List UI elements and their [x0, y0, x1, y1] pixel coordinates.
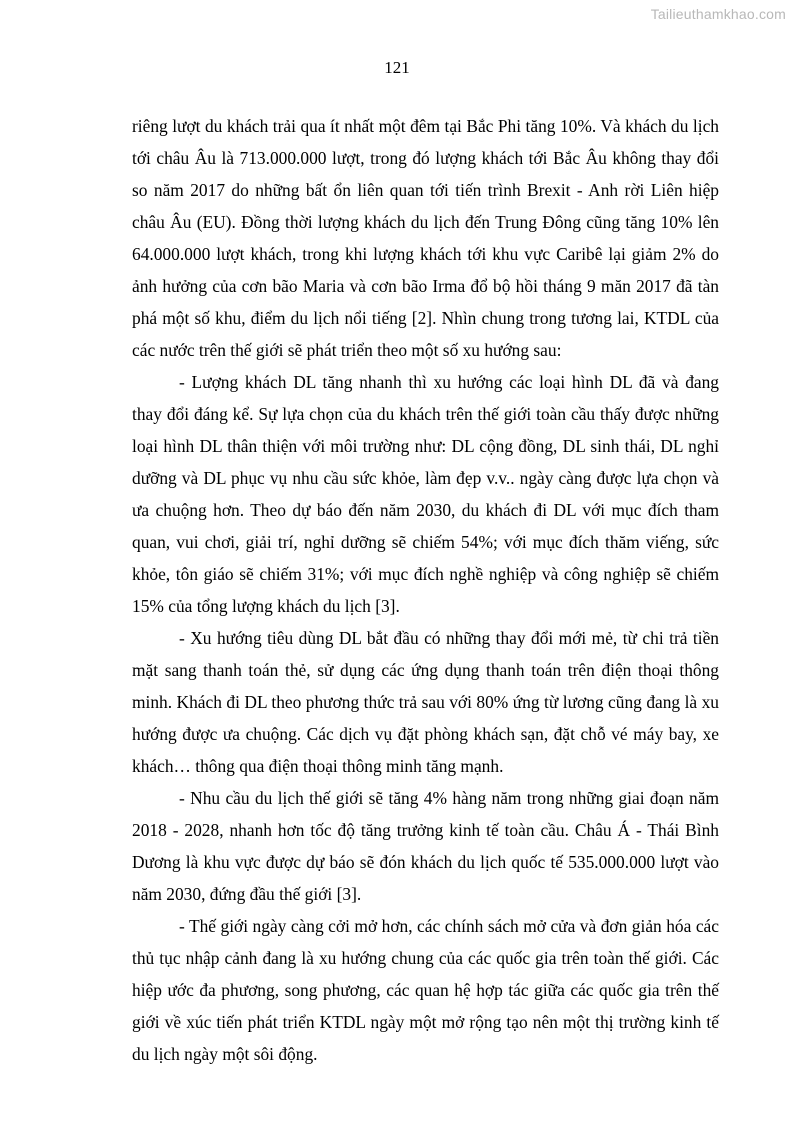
paragraph-line: - Lượng khách DL tăng nhanh thì xu hướng các loại hình DL đã và đang [179, 372, 719, 392]
paragraph-line: - Thế giới ngày càng cởi mở hơn, các chính sách mở cửa và đơn giản hóa các [179, 916, 719, 936]
paragraph [132, 622, 719, 782]
paragraph-line: khỏe, tôn giáo sẽ chiếm 31%; với mục đích nghề nghiệp và công nghiệp sẽ chiếm [132, 564, 719, 584]
paragraph-line: hiệp ước đa phương, song phương, các quan hệ hợp tác giữa các quốc gia trên thế [132, 980, 719, 1000]
paragraph-line: - Nhu cầu du lịch thế giới sẽ tăng 4% hàng năm trong những giai đoạn năm [179, 788, 719, 808]
paragraph-line: loại hình DL thân thiện với môi trường như: DL cộng đồng, DL sinh thái, DL nghỉ [132, 436, 719, 456]
paragraph-line: khách… thông qua điện thoại thông minh tăng mạnh. [132, 756, 504, 776]
paragraph-line: phá một số khu, điểm du lịch nổi tiếng [2]. Nhìn chung trong tương lai, KTDL của [132, 308, 719, 328]
paragraph-line: quan, vui chơi, giải trí, nghỉ dưỡng sẽ chiếm 54%; với mục đích thăm viếng, sức [132, 532, 719, 552]
paragraph-line: - Xu hướng tiêu dùng DL bắt đầu có những thay đổi mới mẻ, từ chi trả tiền [179, 628, 719, 648]
paragraph [132, 366, 719, 622]
watermark-text: Tailieuthamkhao.com [650, 6, 786, 22]
paragraph-line: du lịch ngày một sôi động. [132, 1044, 318, 1064]
paragraph-line: tới châu Âu là 713.000.000 lượt, trong đó lượng khách tới Bắc Âu không thay đổi [132, 148, 719, 168]
paragraph-line: các nước trên thế giới sẽ phát triển theo một số xu hướng sau: [132, 340, 562, 360]
paragraph-line: năm 2030, đứng đầu thế giới [3]. [132, 884, 362, 904]
paragraph-line: so năm 2017 do những bất ổn liên quan tới tiến trình Brexit - Anh rời Liên hiệp [132, 180, 719, 200]
paragraph-line: thay đổi đáng kể. Sự lựa chọn của du khách trên thế giới toàn cầu thấy được những [132, 404, 719, 424]
paragraph-line: 64.000.000 lượt khách, trong khi lượng khách tới khu vực Caribê lại giảm 2% do [132, 244, 719, 264]
paragraph-line: riêng lượt du khách trải qua ít nhất một đêm tại Bắc Phi tăng 10%. Và khách du lịch [132, 116, 719, 136]
paragraph-line: minh. Khách đi DL theo phương thức trả sau với 80% ứng từ lương cũng đang là xu [132, 692, 719, 712]
paragraph-line: 15% của tổng lượng khách du lịch [3]. [132, 596, 400, 616]
paragraph-line: dưỡng và DL phục vụ nhu cầu sức khỏe, làm đẹp v.v.. ngày càng được lựa chọn và [132, 468, 719, 488]
paragraph-line: giới về xúc tiến phát triển KTDL ngày một mở rộng tạo nên một thị trường kinh tế [132, 1012, 719, 1032]
paragraph-line: mặt sang thanh toán thẻ, sử dụng các ứng dụng thanh toán trên điện thoại thông [132, 660, 719, 680]
page-number: 121 [384, 58, 410, 77]
paragraph-line: ảnh hưởng của cơn bão Maria và cơn bão Irma đổ bộ hồi tháng 9 măn 2017 đã tàn [132, 276, 719, 296]
paragraph-line: 2018 - 2028, nhanh hơn tốc độ tăng trưởng kinh tế toàn cầu. Châu Á - Thái Bình [132, 820, 719, 840]
paragraph [132, 782, 719, 910]
paragraph-line: thủ tục nhập cảnh đang là xu hướng chung của các quốc gia trên toàn thế giới. Các [132, 948, 719, 968]
paragraph [132, 110, 719, 366]
paragraph-line: hướng được ưa chuộng. Các dịch vụ đặt phòng khách sạn, đặt chỗ vé máy bay, xe [132, 724, 719, 744]
paragraph [132, 910, 719, 1070]
document-body [132, 110, 719, 1070]
paragraph-line: Dương là khu vực được dự báo sẽ đón khách du lịch quốc tế 535.000.000 lượt vào [132, 852, 719, 872]
paragraph-line: ưa chuộng hơn. Theo dự báo đến năm 2030, du khách đi DL với mục đích tham [132, 500, 719, 520]
paragraph-line: châu Âu (EU). Đồng thời lượng khách du lịch đến Trung Đông cũng tăng 10% lên [132, 212, 719, 232]
